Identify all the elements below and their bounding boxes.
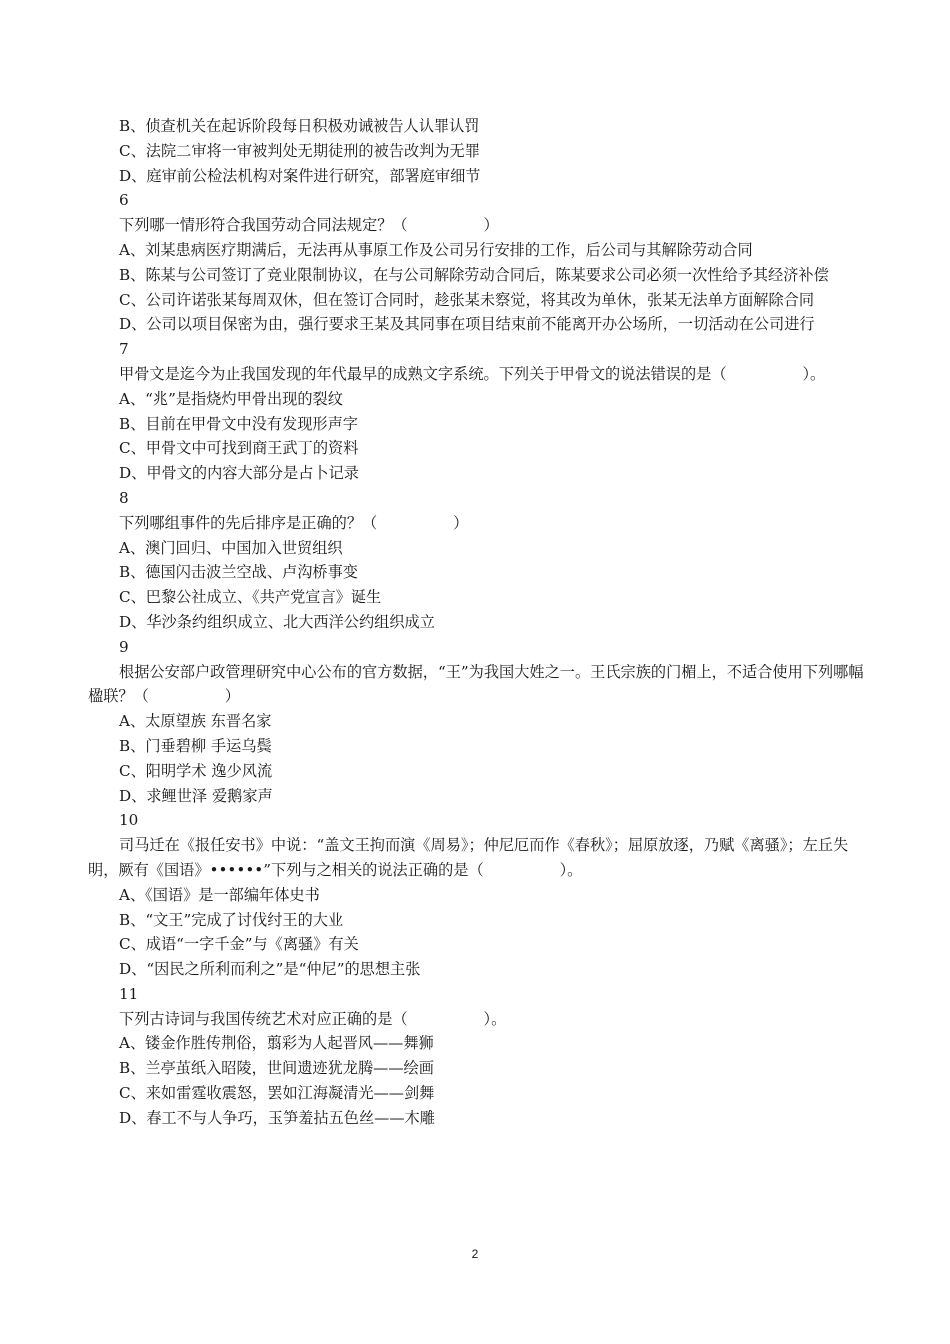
question-number: 7 [119, 340, 129, 359]
question-number: 11 [119, 984, 139, 1003]
option-text: B、兰亭茧纸入昭陵，世间遗迹犹龙腾——绘画 [119, 1059, 434, 1078]
option-text: C、成语“一字千金”与《离骚》有关 [119, 935, 359, 954]
option-text: C、甲骨文中可找到商王武丁的资料 [119, 439, 359, 458]
option-text: B、陈某与公司签订了竞业限制协议，在与公司解除劳动合同后，陈某要求公司必须一次性给予其经济补偿 [119, 265, 829, 284]
question-stem: 下列哪一情形符合我国劳动合同法规定？（ ） [119, 216, 499, 235]
option-text: D、公司以项目保密为由，强行要求王某及其同事在项目结束前不能离开办公场所，一切活动在公司进行 [119, 315, 815, 334]
option-text: A、刘某患病医疗期满后，无法再从事原工作及公司另行安排的工作，后公司与其解除劳动合同 [119, 240, 753, 259]
option-text: B、门垂碧柳 手运乌鬓 [119, 736, 272, 755]
option-text: D、甲骨文的内容大部分是占卜记录 [119, 464, 359, 483]
question-stem: 甲骨文是迄今为止我国发现的年代最早的成熟文字系统。下列关于甲骨文的说法错误的是（ ）。 [119, 364, 826, 383]
question-number: 9 [119, 637, 129, 656]
option-text: A、“兆”是指烧灼甲骨出现的裂纹 [119, 389, 343, 408]
question-stem: 下列哪组事件的先后排序是正确的？（ ） [119, 513, 469, 532]
question-number: 6 [119, 191, 129, 210]
option-text: A、澳门回归、中国加入世贸组织 [119, 538, 343, 557]
option-text: D、“因民之所利而利之”是“仲尼”的思想主张 [119, 960, 421, 979]
option-text: A、《国语》是一部编年体史书 [119, 885, 320, 904]
page-number: 2 [471, 1247, 479, 1261]
option-text: B、“文王”完成了讨伐纣王的大业 [119, 910, 344, 929]
option-text: C、公司许诺张某每周双休，但在签订合同时，趁张某未察觉，将其改为单休，张某无法单方面解除合同 [119, 290, 815, 309]
option-text: C、阳明学术 逸少风流 [119, 761, 273, 780]
question-number: 10 [119, 811, 139, 830]
option-text: D、春工不与人争巧，玉笋羞拈五色丝——木雕 [119, 1108, 435, 1127]
option-text: C、巴黎公社成立、《共产党宣言》诞生 [119, 588, 382, 607]
option-text: B、德国闪击波兰空战、卢沟桥事变 [119, 563, 358, 582]
option-text: B、侦查机关在起诉阶段每日积极劝诫被告人认罪认罚 [119, 117, 480, 135]
option-text: B、目前在甲骨文中没有发现形声字 [119, 414, 358, 433]
option-text: D、庭审前公检法机构对案件进行研究，部署庭审细节 [119, 166, 481, 185]
question-number: 8 [119, 488, 129, 507]
question-stem: 根据公安部户政管理研究中心公布的官方数据，“王”为我国大姓之一。王氏宗族的门楣上，不适合使用下列哪幅楹联？（ ） [88, 662, 864, 706]
option-text: D、华沙条约组织成立、北大西洋公约组织成立 [119, 612, 435, 631]
option-text: A、镂金作胜传荆俗，翦彩为人起晋风——舞狮 [119, 1034, 434, 1053]
question-stem: 司马迁在《报任安书》中说：“盖文王拘而演《周易》；仲尼厄而作《春秋》；屈原放逐，乃赋《离骚》；左丘失明，厥有《国语》••••••”下列与之相关的说法正确的是（ ）。 [88, 836, 849, 879]
option-text: A、太原望族 东晋名家 [119, 712, 272, 731]
option-text: D、求鲤世泽 爱鹅家声 [119, 786, 273, 805]
page-content [88, 114, 864, 1131]
option-text: C、法院二审将一审被判处无期徒刑的被告改判为无罪 [119, 141, 480, 160]
question-stem: 下列古诗词与我国传统艺术对应正确的是（ ）。 [119, 1009, 507, 1028]
option-text: C、来如雷霆收震怒，罢如江海凝清光——剑舞 [119, 1084, 435, 1103]
